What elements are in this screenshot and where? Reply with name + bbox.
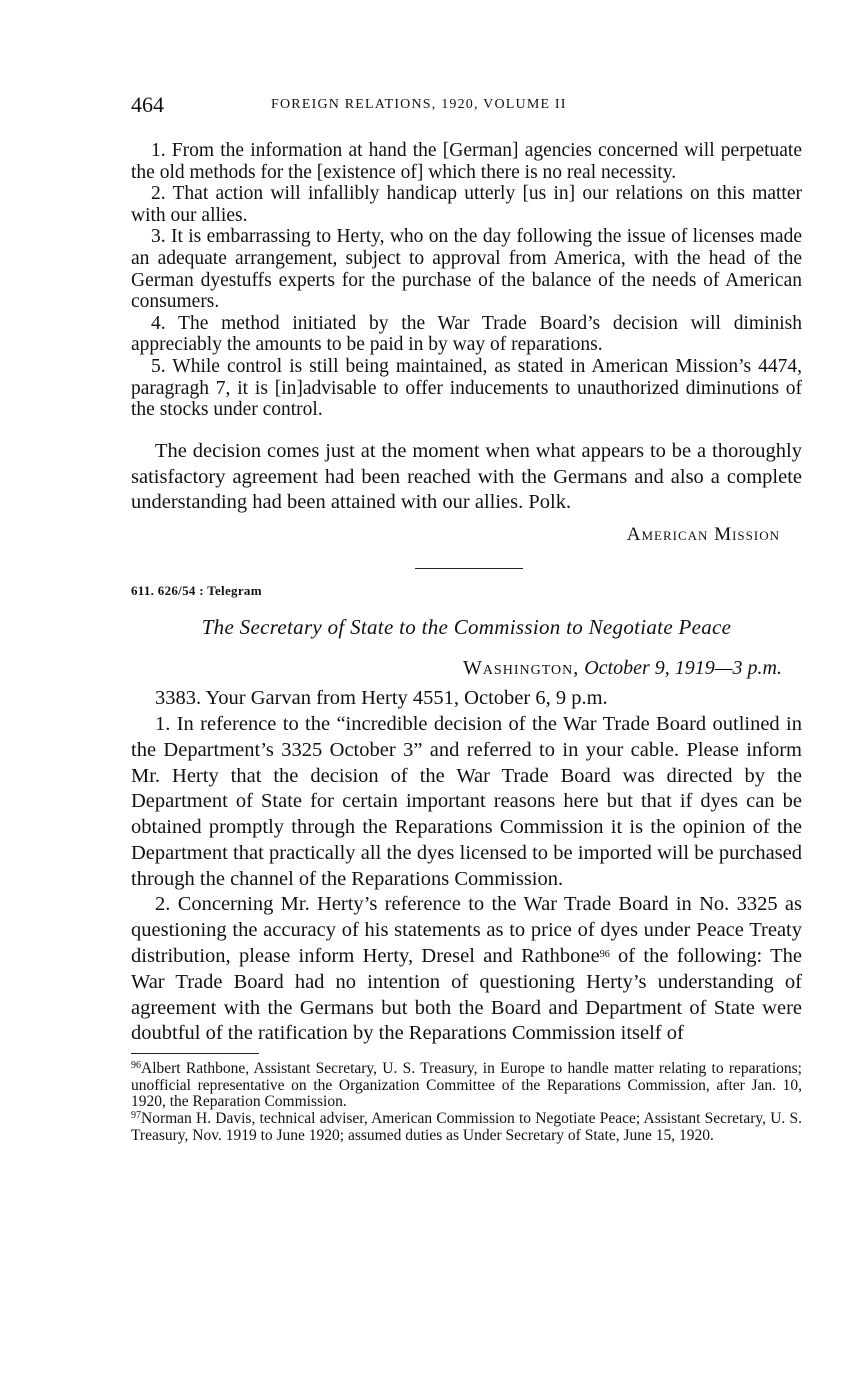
section-divider — [415, 568, 523, 569]
dateline — [131, 657, 802, 680]
telegram-opening: 3383. Your Garvan from Herty 4551, October 6, 9 p.m. — [155, 687, 608, 710]
signature-text: American Mission — [626, 524, 780, 546]
point-item: 3. It is embarrassing to Herty, who on the day following the issue of licenses made an adequate arrangement, subject to approval from America, with the head of the German dyestuffs experts for the purchase of the balance of the needs of American consumers. — [131, 226, 802, 313]
paragraph-text: of the following: The War Trade Board had no intention of questioning Herty’s understanding of agreement with the Germans but both the Board and Department of State were doubtful of the ratification by the Reparations Commission itself of — [131, 945, 802, 1045]
signature — [131, 524, 802, 546]
closing-section — [131, 439, 802, 516]
closing-paragraph: The decision comes just at the moment when what appears to be a thoroughly satisfactory agreement had been reached with the Germans and also a complete understanding had been attained with our allies. Polk. — [131, 439, 802, 514]
dateline-place: Washington, — [462, 657, 580, 680]
footnote — [131, 1111, 802, 1144]
page-number: 464 — [131, 92, 164, 117]
point-item: 1. From the information at hand the [German] agencies concerned will perpetuate the old methods for the [existence of] which there is no real necessity. — [131, 140, 802, 183]
telegram-body — [131, 686, 802, 1047]
footnotes — [131, 1061, 802, 1144]
footnote — [131, 1061, 802, 1111]
footnote-reference[interactable]: 96 — [599, 949, 610, 961]
point-item: 5. While control is still being maintained, as stated in American Mission’s 4474, paragragh 7, it is [in]advisable to offer inducements to unauthorized diminutions of the stocks under control. — [131, 355, 802, 421]
document-page — [131, 92, 802, 1144]
telegram-paragraph — [131, 892, 802, 1047]
file-reference: 611. 626/54 : Telegram — [131, 583, 262, 599]
enumerated-points — [131, 140, 802, 421]
page-header — [131, 92, 802, 122]
footnote-marker: 96 — [131, 1060, 141, 1072]
document-heading: The Secretary of State to the Commission to Negotiate Peace — [201, 615, 732, 640]
footnote-text: Albert Rathbone, Assistant Secretary, U. S. Treasury, in Europe to handle matter relating to reparations; unofficial representative on the Organization Committee of the Reparations Commission, after Jan. 10, 1920, the Reparation Commission. — [131, 1060, 802, 1111]
telegram-paragraph: 1. In reference to the “incredible decision of the War Trade Board outlined in the Department’s 3325 October 3” and referred to in your cable. Please inform Mr. Herty that the decision of the War Trade Board was directed by the Department of State for certain important reasons here but that if dyes can be obtained promptly through the Reparations Commission it is the opinion of the Department that practically all the dyes licensed to be imported will be purchased through the channel of the Reparations Commission. — [131, 712, 802, 890]
paragraph-text: 2. Concerning Mr. Herty’s reference to the War Trade Board in No. 3325 as questioning the accuracy of his statements as to price of dyes under Peace Treaty distribution, please inform Herty, Dresel and Rathbone — [131, 893, 802, 968]
dateline-date: October 9, 1919—3 p.m. — [584, 657, 782, 680]
footnote-marker: 97 — [131, 1110, 141, 1122]
footnote-text: Norman H. Davis, technical adviser, American Commission to Negotiate Peace; Assistant Secretary, U. S. Treasury, Nov. 1919 to June 1920; assumed duties as Under Secretary of State, June 15, 1920. — [131, 1110, 802, 1144]
footnote-divider — [131, 1053, 259, 1054]
point-item: 2. That action will infallibly handicap utterly [us in] our relations on this matter with our allies. — [131, 183, 802, 226]
point-item: 4. The method initiated by the War Trade Board’s decision will diminish appreciably the amounts to be paid in by way of reparations. — [131, 312, 802, 356]
running-title: FOREIGN RELATIONS, 1920, VOLUME II — [271, 97, 567, 112]
